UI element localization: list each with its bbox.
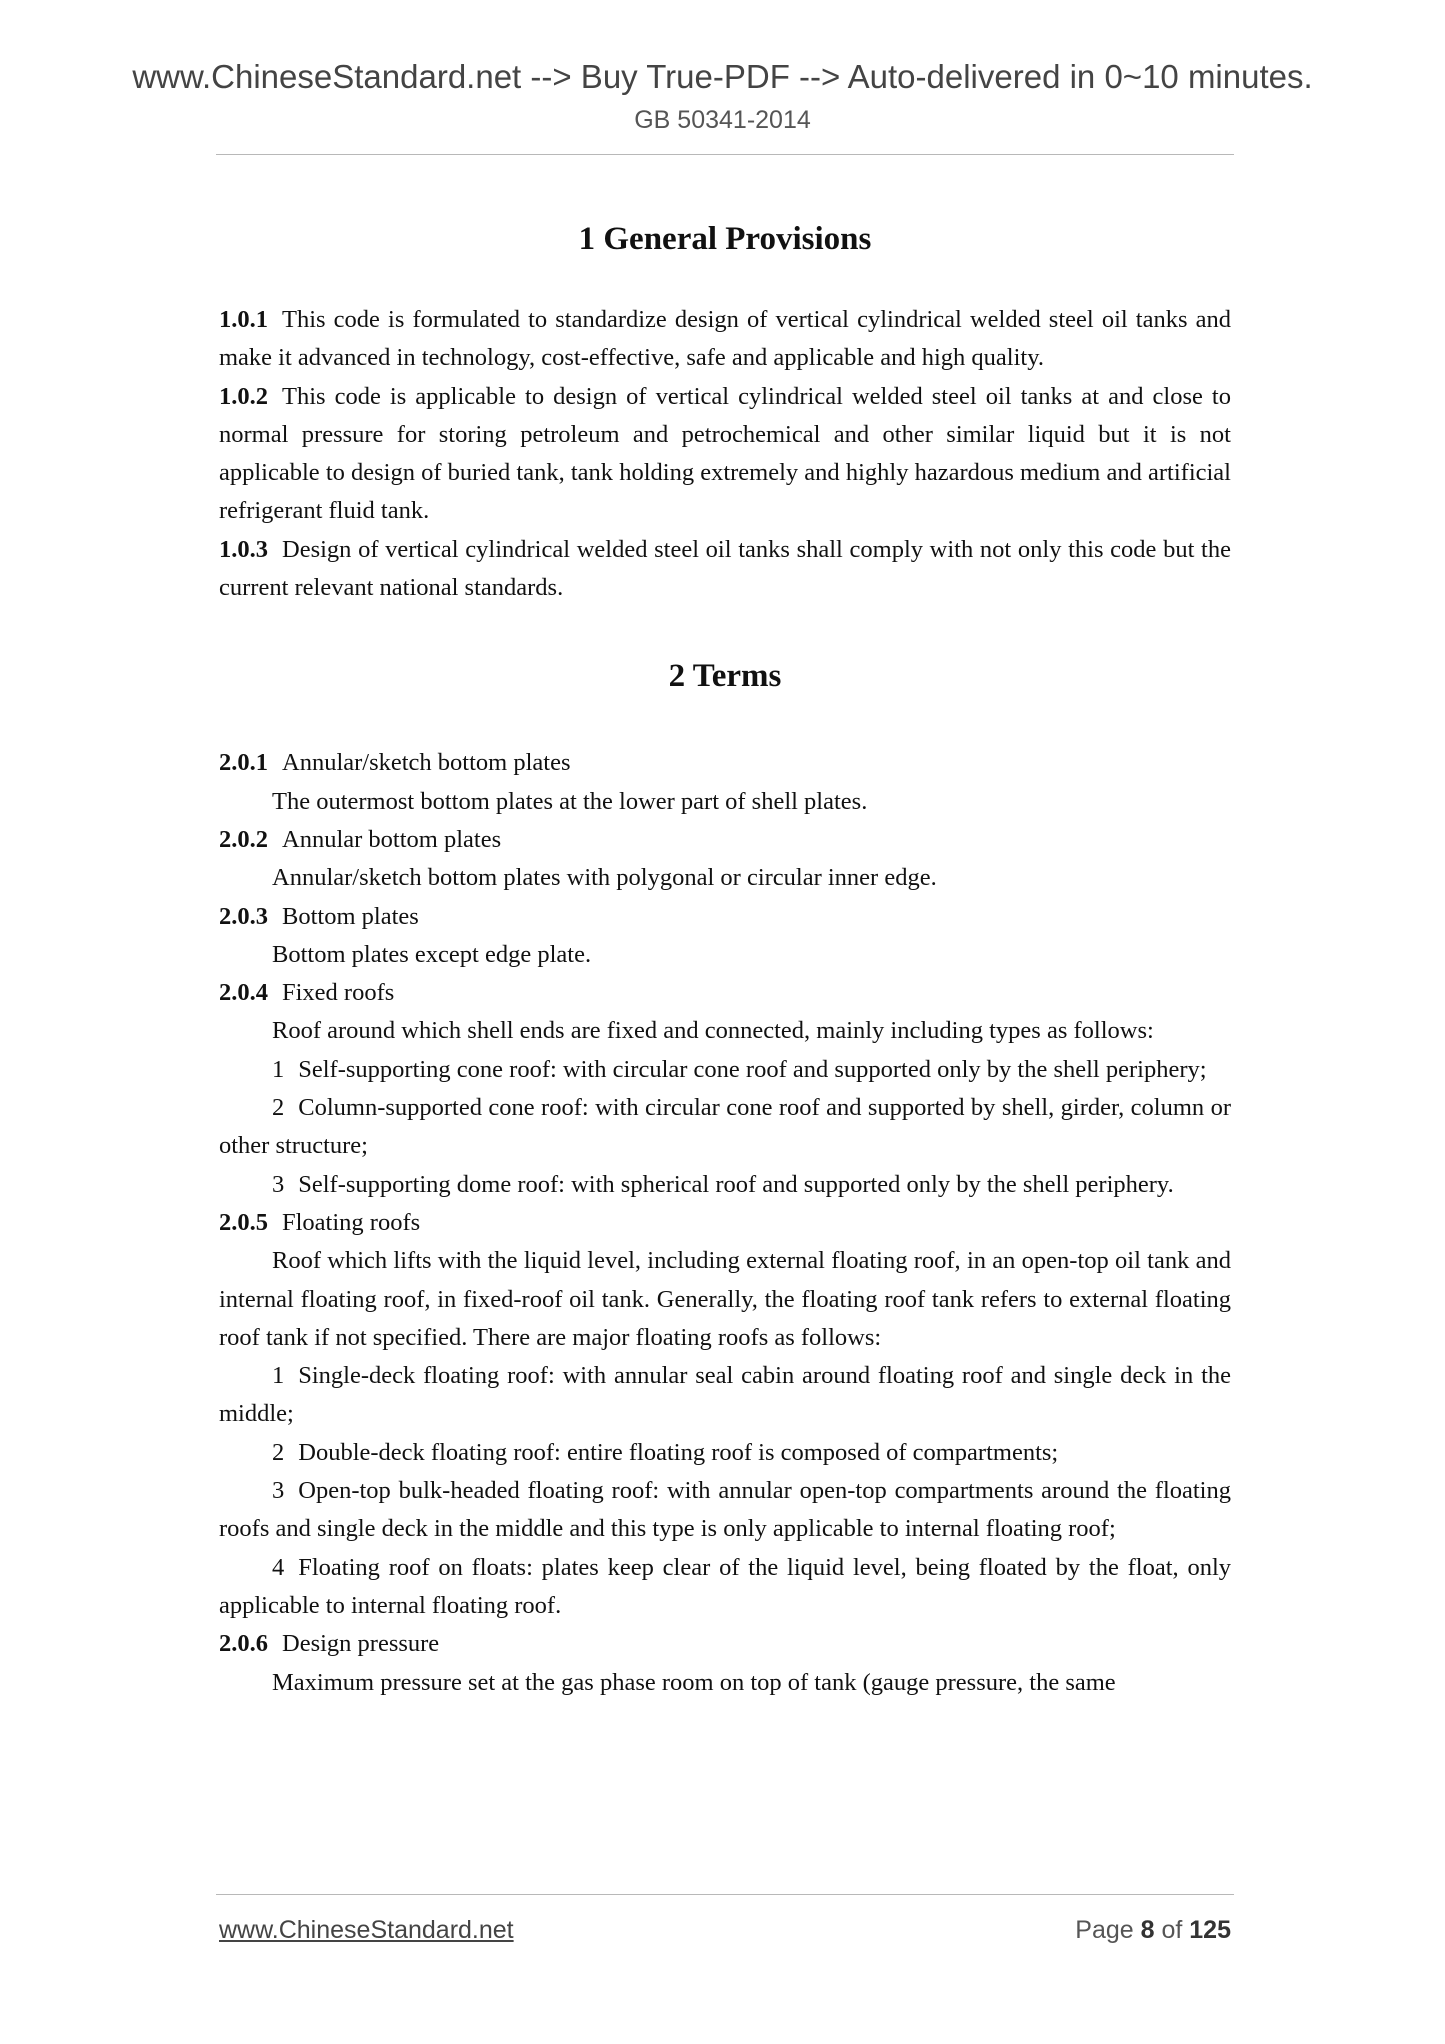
- standard-number: GB 50341-2014: [634, 106, 811, 134]
- item-number: 1: [272, 1362, 285, 1390]
- item-text: Self-supporting cone roof: with circular cone roof and supported only by the shell periphery;: [298, 1055, 1207, 1083]
- page-of: of: [1161, 1916, 1183, 1944]
- footer-site-link[interactable]: www.ChineseStandard.net: [219, 1916, 514, 1944]
- term-number: 2.0.5: [219, 1208, 268, 1236]
- term-definition: Roof which lifts with the liquid level, including external floating roof, in an open-top oil tank and internal floating roof, in fixed-roof oil tank. Generally, the floating roof tank refers to external floating roof tank if not specified. There are major floating roofs as follows:: [219, 1247, 1231, 1351]
- clause-text: Design of vertical cylindrical welded steel oil tanks shall comply with not only this code but the current relevant national standards.: [219, 535, 1231, 602]
- clause-1-0-1: [219, 301, 1231, 378]
- clause-text: This code is applicable to design of vertical cylindrical welded steel oil tanks at and close to normal pressure for storing petroleum and petrochemical and other similar liquid but it is not applicable to design of buried tank, tank holding extremely and highly hazardous medium and artificial refrigerant fluid tank.: [219, 382, 1231, 525]
- term-2-0-1: [219, 744, 1231, 782]
- item-text: Single-deck floating roof: with annular seal cabin around floating roof and single deck in the middle;: [219, 1362, 1231, 1428]
- page-total: 125: [1189, 1916, 1231, 1944]
- clause-1-0-2: [219, 378, 1231, 531]
- item-number: 4: [272, 1553, 285, 1581]
- item-text: Open-top bulk-headed floating roof: with annular open-top compartments around the floating roofs and single deck in the middle and this type is only applicable to internal floating roof;: [219, 1477, 1231, 1543]
- item-text: Column-supported cone roof: with circular cone roof and supported by shell, girder, column or other structure;: [219, 1094, 1231, 1160]
- list-item: [219, 1089, 1231, 1166]
- item-text: Floating roof on floats: plates keep clear of the liquid level, being floated by the float, only applicable to internal floating roof.: [219, 1553, 1231, 1619]
- clause-number: 1.0.1: [219, 306, 268, 333]
- section-title-terms: 2 Terms: [668, 658, 782, 695]
- term-number: 2.0.6: [219, 1630, 268, 1658]
- term-name: Annular/sketch bottom plates: [282, 749, 571, 777]
- item-number: 3: [272, 1477, 285, 1505]
- term-definition: Roof around which shell ends are fixed and connected, mainly including types as follows:: [272, 1017, 1154, 1045]
- header-divider: [216, 154, 1234, 155]
- list-item: [219, 1549, 1231, 1626]
- term-name: Bottom plates: [282, 902, 419, 930]
- list-item: [219, 1357, 1231, 1434]
- clause-number: 1.0.3: [219, 535, 268, 563]
- term-definition: Maximum pressure set at the gas phase room on top of tank (gauge pressure, the same: [272, 1668, 1116, 1696]
- term-2-0-2: [219, 821, 1231, 859]
- term-definition: The outermost bottom plates at the lower part of shell plates.: [272, 787, 868, 815]
- term-2-0-5: [219, 1204, 1231, 1242]
- clause-text: This code is formulated to standardize design of vertical cylindrical welded steel oil tanks and make it advanced in technology, cost-effective, safe and applicable and high quality.: [219, 306, 1231, 372]
- page-label: Page: [1075, 1916, 1134, 1944]
- section-title-general-provisions: 1 General Provisions: [578, 221, 872, 257]
- term-definition: Annular/sketch bottom plates with polygonal or circular inner edge.: [272, 864, 937, 892]
- item-number: 3: [272, 1170, 285, 1198]
- item-number: 2: [272, 1094, 285, 1122]
- term-2-0-6: [219, 1625, 1231, 1663]
- clause-1-0-3: [219, 531, 1231, 608]
- term-name: Design pressure: [282, 1630, 440, 1658]
- list-item: [219, 1434, 1231, 1472]
- clause-number: 1.0.2: [219, 382, 268, 410]
- term-name: Fixed roofs: [282, 979, 395, 1007]
- list-item: [219, 1166, 1231, 1204]
- term-number: 2.0.1: [219, 749, 268, 777]
- term-definition: Bottom plates except edge plate.: [272, 940, 592, 968]
- page-current: 8: [1140, 1916, 1155, 1944]
- item-number: 1: [272, 1055, 285, 1083]
- term-name: Annular bottom plates: [282, 825, 502, 853]
- item-text: Self-supporting dome roof: with spherical roof and supported only by the shell periphery.: [298, 1170, 1174, 1198]
- footer-divider: [216, 1894, 1234, 1895]
- item-text: Double-deck floating roof: entire floating roof is composed of compartments;: [298, 1438, 1059, 1466]
- header-banner: www.ChineseStandard.net --> Buy True-PDF --> Auto-delivered in 0~10 minutes.: [132, 58, 1313, 95]
- page-indicator: [1075, 1916, 1231, 1945]
- term-number: 2.0.3: [219, 902, 268, 930]
- term-2-0-3: [219, 898, 1231, 936]
- list-item: [219, 1051, 1231, 1089]
- document-body: [219, 200, 1231, 1702]
- term-name: Floating roofs: [282, 1208, 421, 1236]
- term-number: 2.0.2: [219, 825, 268, 853]
- list-item: [219, 1472, 1231, 1549]
- term-2-0-4: [219, 974, 1231, 1012]
- item-number: 2: [272, 1438, 285, 1466]
- term-number: 2.0.4: [219, 979, 268, 1007]
